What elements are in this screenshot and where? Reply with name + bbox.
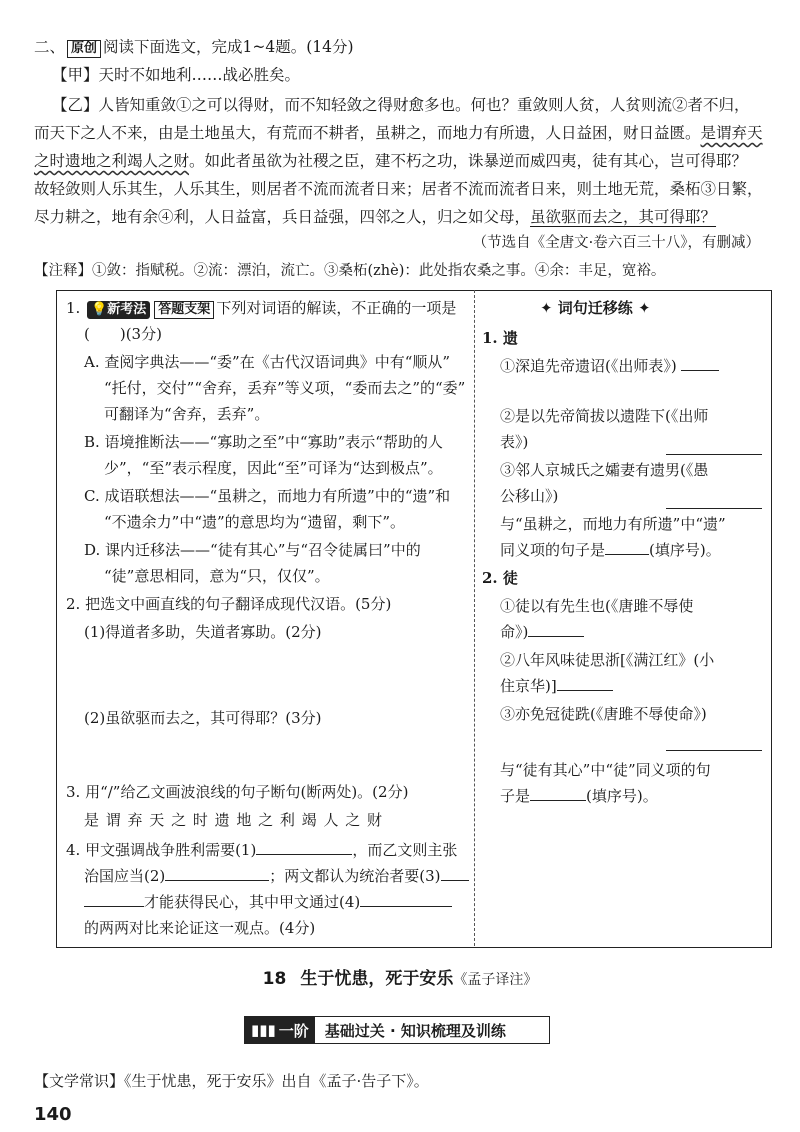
practice-2-b-blank[interactable] (557, 674, 613, 691)
option-d-line-2: “徒”意思相同，意为“只，仅仅”。 (104, 567, 330, 585)
lesson-title: 生于忧患，死于安乐 (300, 969, 454, 989)
practice-1-answer-blank[interactable] (605, 538, 649, 555)
question-4-line-1: 4. 甲文强调战争胜利需要(1) ，而乙文则主张 (66, 838, 457, 863)
practice-2-question-line-2: 子是 (填序号)。 (500, 784, 658, 809)
practice-1-a-blank[interactable] (681, 354, 719, 371)
question-3-sentence: 是 谓 弃 天 之 时 遗 地 之 利 竭 人 之 财 (84, 811, 383, 829)
practice-2-heading: 2. 徒 (482, 569, 518, 587)
passage-yi-line-4: 故轻敛则人乐其生，人乐其生，则居者不流而流者日来；居者不流而流者日来，则土地无荒，桑柘③日繁， (34, 180, 763, 198)
practice-2-question-line-1: 与“徒有其心”中“徒”同义项的句 (500, 761, 711, 779)
practice-1-b-blank[interactable] (666, 438, 762, 455)
stage-banner (244, 1016, 550, 1044)
original-badge: 原创 (67, 40, 101, 58)
option-d-line-1: D. 课内迁移法——“徒有其心”与“召令徒属曰”中的 (84, 541, 421, 559)
page-number: 140 (34, 1104, 72, 1125)
practice-2-c: ③亦免冠徒跣(《唐雎不辱使命》) (500, 705, 707, 723)
answer-blank-3a[interactable] (441, 864, 469, 881)
question-2-2: (2)虽欲驱而去之，其可得耶？(3分) (84, 709, 322, 727)
question-3: 3. 用“/”给乙文画波浪线的句子断句(断两处)。(2分) (66, 783, 409, 801)
passage-yi-line-2: 而天下之人不来，由是土地虽大，有荒而不耕者，虽耕之，而地力有所遗，人日益困，财日益匮。是谓弃天 (34, 124, 763, 142)
practice-1-heading: 1. 遗 (482, 329, 518, 347)
option-a-line-1: A. 查阅字典法——“委”在《古代汉语词典》中有“顺从” (84, 353, 451, 371)
practice-1-c-line-1: ③邻人京城氏之孀妻有遗男(《愚 (500, 461, 709, 479)
option-a-line-2: “托付，交付”“舍弃，丢弃”等义项，“委而去之”的“委” (104, 379, 466, 397)
practice-1-c-blank[interactable] (666, 492, 762, 509)
literary-knowledge: 【文学常识】《生于忧患，死于安乐》出自《孟子·告子下》。 (34, 1072, 429, 1090)
question-2-1: (1)得道者多助，失道者寡助。(2分) (84, 623, 322, 641)
passage-source: （节选自《全唐文·卷六百三十八》，有删减） (472, 235, 760, 251)
practice-2-a-line-2: 命》) (500, 620, 584, 645)
practice-2-answer-blank[interactable] (530, 784, 586, 801)
question-1: 1. 💡新考法 答题支架 下列对词语的解读，不正确的一项是 (66, 299, 457, 317)
option-a-line-3: 可翻译为“舍弃，丢弃”。 (104, 405, 270, 423)
answer-scaffold-badge: 答题支架 (154, 301, 214, 319)
straight-underlined-sentence: 虽欲驱而去之，其可得耶？ (530, 208, 717, 226)
practice-2-a-blank[interactable] (528, 620, 584, 637)
column-divider (474, 290, 475, 946)
practice-2-b-line-2: 住京华)] (500, 674, 613, 699)
passage-notes: 【注释】①敛：指赋税。②流：漂泊，流亡。③桑柘(zhè)：此处指农桑之事。④余：丰足，宽裕。 (34, 263, 666, 279)
question-4-line-2: 治国应当(2) ；两文都认为统治者要(3) (84, 864, 469, 889)
answer-blank-4[interactable] (360, 890, 452, 907)
question-1-paren: ( )(3分) (84, 325, 162, 343)
stage-title: 基础过关 · 知识梳理及训练 (324, 1021, 506, 1040)
option-c-line-1: C. 成语联想法——“虽耕之，而地力有所遗”中的“遗”和 (84, 487, 451, 505)
lesson-number: 18 (262, 969, 287, 989)
passage-jia: 【甲】天时不如地利……战必胜矣。 (52, 66, 301, 84)
practice-title: ✦ 词句迁移练 ✦ (540, 299, 651, 317)
answer-blank-3b[interactable] (84, 890, 144, 907)
practice-1-b-line-2: 表》) (500, 433, 529, 451)
passage-yi-line-5: 尽力耕之，地有余④利，人日益富，兵日益强，四邻之人，归之如父母，虽欲驱而去之，其可得耶？ (34, 208, 717, 226)
section-instruction: 二、 原创 阅读下面选文，完成1~4题。(14分) (34, 38, 354, 56)
practice-1-b-line-1: ②是以先帝简拔以遗陛下(《出师 (500, 407, 709, 425)
stage-label: ▮▮▮ 一阶 (245, 1017, 315, 1043)
signal-bars-icon: ▮▮▮ (251, 1021, 276, 1039)
new-method-badge: 💡新考法 (87, 301, 150, 319)
lesson-heading (0, 964, 800, 989)
practice-2-a-line-1: ①徒以有先生也(《唐雎不辱使 (500, 597, 694, 615)
practice-1-question-line-2: 同义项的句子是 (填序号)。 (500, 538, 721, 563)
lesson-source: 《孟子译注》 (453, 972, 538, 988)
practice-1-question-line-1: 与“虽耕之，而地力有所遗”中“遗” (500, 515, 726, 533)
option-b-line-1: B. 语境推断法——“寡助之至”中“寡助”表示“帮助的人 (84, 433, 443, 451)
passage-yi-line-1: 【乙】人皆知重敛①之可以得财，而不知轻敛之得财愈多也。何也？重敛则人贫，人贫则流②者不归， (52, 96, 750, 114)
question-4-line-3: 才能获得民心，其中甲文通过(4) (84, 890, 452, 915)
passage-yi-line-3: 之时遗地之利竭人之财。如此者虽欲为社稷之臣，建不朽之功，诛暴逆而威四夷，徒有其心，岂可得耶？ (34, 152, 748, 170)
wavy-underlined-sentence: 是谓弃天 (700, 124, 763, 142)
option-c-line-2: “不遗余力”中“遗”的意思均为“遗留，剩下”。 (104, 513, 406, 531)
practice-1-a: ①深追先帝遗诏(《出师表》) (500, 354, 719, 379)
answer-blank-1[interactable] (256, 838, 352, 855)
practice-2-c-blank[interactable] (666, 734, 762, 751)
practice-2-b-line-1: ②八年风味徒思浙[《满江红》(小 (500, 651, 715, 669)
wavy-underlined-sentence-cont: 之时遗地之利竭人之财 (34, 152, 190, 170)
question-2: 2. 把选文中画直线的句子翻译成现代汉语。(5分) (66, 595, 392, 613)
option-b-line-2: 少”，“至”表示程度，因此“至”可译为“达到极点”。 (104, 459, 443, 477)
answer-blank-2[interactable] (165, 864, 269, 881)
practice-1-c-line-2: 公移山》) (500, 487, 559, 505)
question-4-line-4: 的两两对比来论证这一观点。(4分) (84, 919, 316, 937)
